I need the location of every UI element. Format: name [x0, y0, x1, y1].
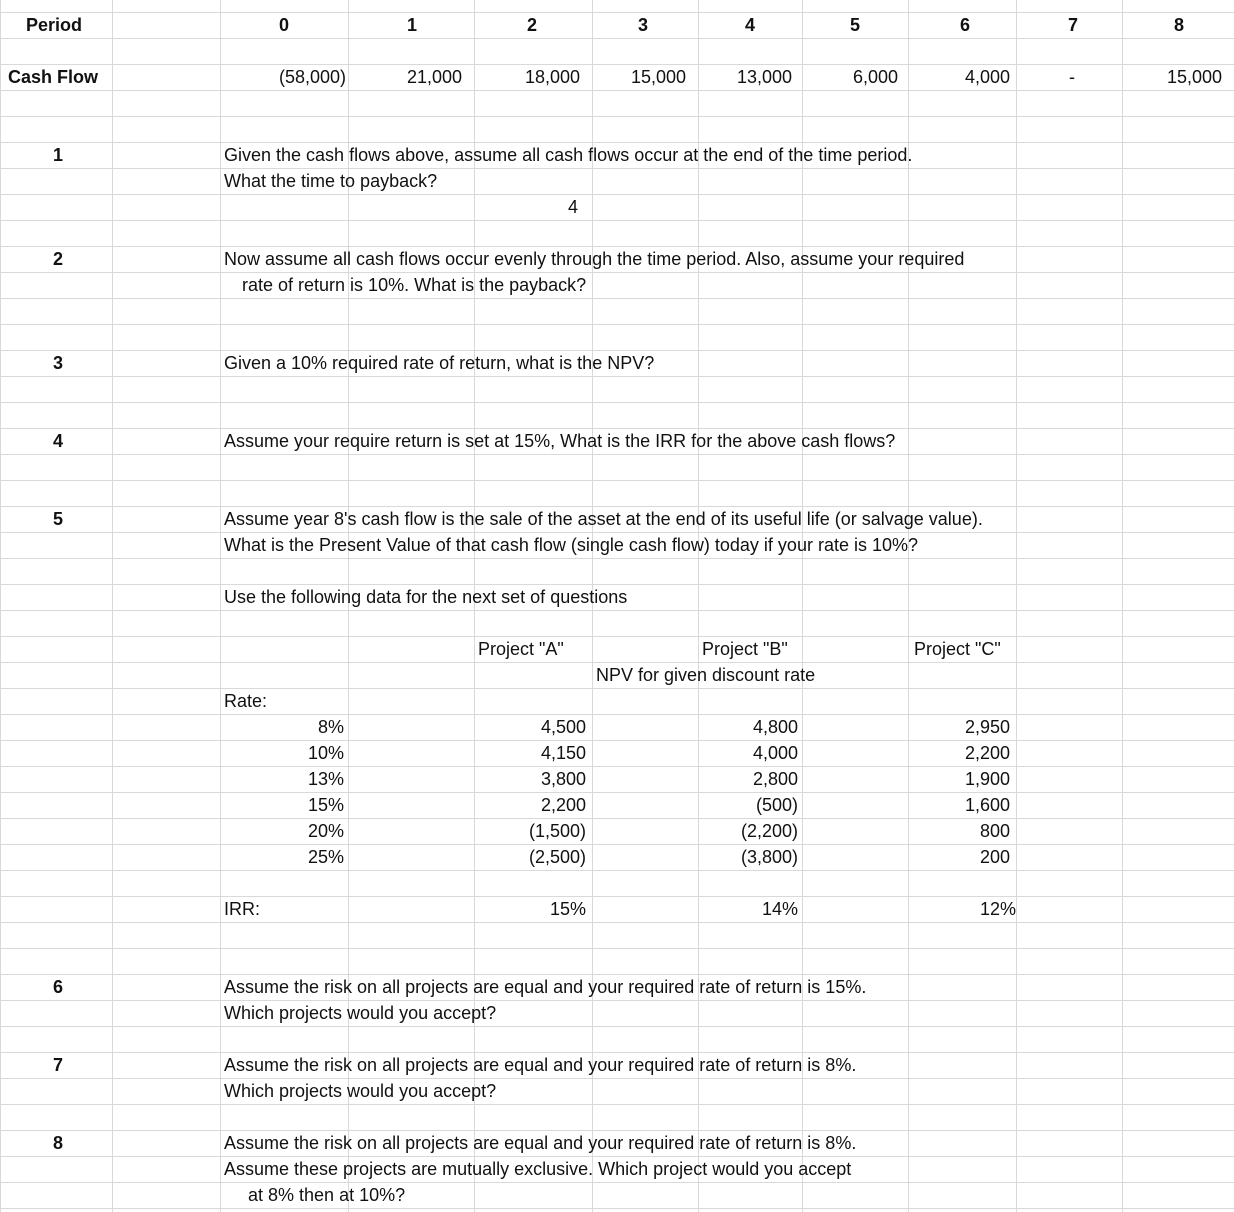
npv-value: 4,800 [752, 717, 798, 737]
period-label: Period [26, 15, 83, 35]
npv-value: (500) [755, 795, 798, 815]
npv-value: 200 [979, 847, 1010, 867]
question-4-number: 4 [52, 431, 63, 451]
npv-value: 4,150 [540, 743, 586, 763]
question-1-number: 1 [52, 145, 63, 165]
question-3-line-1: Given a 10% required rate of return, what is the NPV? [224, 353, 655, 373]
npv-value: 4,500 [540, 717, 586, 737]
rate-value: 20% [307, 821, 344, 841]
question-8-line-3: at 8% then at 10%? [248, 1185, 406, 1205]
npv-value: (2,200) [740, 821, 798, 841]
rate-value: 10% [307, 743, 344, 763]
project-a-npv-column [480, 714, 586, 870]
npv-value: 800 [979, 821, 1010, 841]
period-1: 1 [406, 15, 417, 35]
question-7-line-1: Assume the risk on all projects are equal and your required rate of return is 8%. [224, 1055, 857, 1075]
rate-value: 8% [317, 717, 344, 737]
cashflow-6: 4,000 [964, 67, 1010, 87]
question-8-line-1: Assume the risk on all projects are equal and your required rate of return is 8%. [224, 1133, 857, 1153]
cashflow-2: 18,000 [524, 67, 580, 87]
question-1-line-2: What the time to payback? [224, 171, 438, 191]
npv-value: 2,950 [964, 717, 1010, 737]
npv-subtitle: NPV for given discount rate [596, 665, 816, 685]
period-6: 6 [959, 15, 970, 35]
cashflow-8: 15,000 [1166, 67, 1222, 87]
question-7-number: 7 [52, 1055, 63, 1075]
cashflow-5: 6,000 [852, 67, 898, 87]
question-8-line-2: Assume these projects are mutually exclusive. Which project would you accept [224, 1159, 852, 1179]
period-5: 5 [849, 15, 860, 35]
period-8: 8 [1173, 15, 1184, 35]
cashflow-1: 21,000 [406, 67, 462, 87]
rate-label: Rate: [224, 691, 268, 711]
project-b-npv-column [692, 714, 798, 870]
npv-value: 4,000 [752, 743, 798, 763]
rates-column [260, 714, 344, 870]
period-7: 7 [1067, 15, 1078, 35]
question-4-line-1: Assume your require return is set at 15%, What is the IRR for the above cash flows? [224, 431, 896, 451]
cashflow-7: - [1069, 67, 1075, 87]
question-6-line-2: Which projects would you accept? [224, 1003, 497, 1023]
project-b-header: Project "B" [702, 639, 788, 659]
question-6-line-1: Assume the risk on all projects are equal and your required rate of return is 15%. [224, 977, 867, 997]
project-intro: Use the following data for the next set of questions [224, 587, 628, 607]
question-3-number: 3 [52, 353, 63, 373]
npv-value: 2,800 [752, 769, 798, 789]
question-5-line-2: What is the Present Value of that cash flow (single cash flow) today if your rate is 10%? [224, 535, 919, 555]
rate-value: 15% [307, 795, 344, 815]
cashflow-label: Cash Flow [8, 67, 99, 87]
project-b-irr: 14% [761, 899, 798, 919]
cashflow-0: (58,000) [278, 67, 346, 87]
npv-value: 1,600 [964, 795, 1010, 815]
cashflow-3: 15,000 [630, 67, 686, 87]
question-8-number: 8 [52, 1133, 63, 1153]
npv-value: 2,200 [964, 743, 1010, 763]
question-5-line-1: Assume year 8's cash flow is the sale of the asset at the end of its useful life (or salvage value). [224, 509, 983, 529]
project-a-header: Project "A" [478, 639, 564, 659]
question-6-number: 6 [52, 977, 63, 997]
project-a-irr: 15% [549, 899, 586, 919]
question-1-answer: 4 [567, 197, 578, 217]
cashflow-4: 13,000 [736, 67, 792, 87]
npv-value: 3,800 [540, 769, 586, 789]
npv-value: 1,900 [964, 769, 1010, 789]
npv-value: (3,800) [740, 847, 798, 867]
project-c-irr: 12% [979, 899, 1016, 919]
question-7-line-2: Which projects would you accept? [224, 1081, 497, 1101]
question-2-line-1: Now assume all cash flows occur evenly through the time period. Also, assume your required [224, 249, 965, 269]
rate-value: 25% [307, 847, 344, 867]
period-4: 4 [744, 15, 755, 35]
project-c-npv-column [904, 714, 1010, 870]
period-0: 0 [278, 15, 289, 35]
question-2-line-2: rate of return is 10%. What is the payback? [242, 275, 587, 295]
period-3: 3 [637, 15, 648, 35]
rate-value: 13% [307, 769, 344, 789]
irr-label: IRR: [224, 899, 260, 919]
npv-value: (2,500) [528, 847, 586, 867]
question-2-number: 2 [52, 249, 63, 269]
question-5-number: 5 [52, 509, 63, 529]
project-c-header: Project "C" [914, 639, 1001, 659]
npv-value: (1,500) [528, 821, 586, 841]
period-2: 2 [526, 15, 537, 35]
npv-value: 2,200 [540, 795, 586, 815]
question-1-line-1: Given the cash flows above, assume all cash flows occur at the end of the time period. [224, 145, 913, 165]
